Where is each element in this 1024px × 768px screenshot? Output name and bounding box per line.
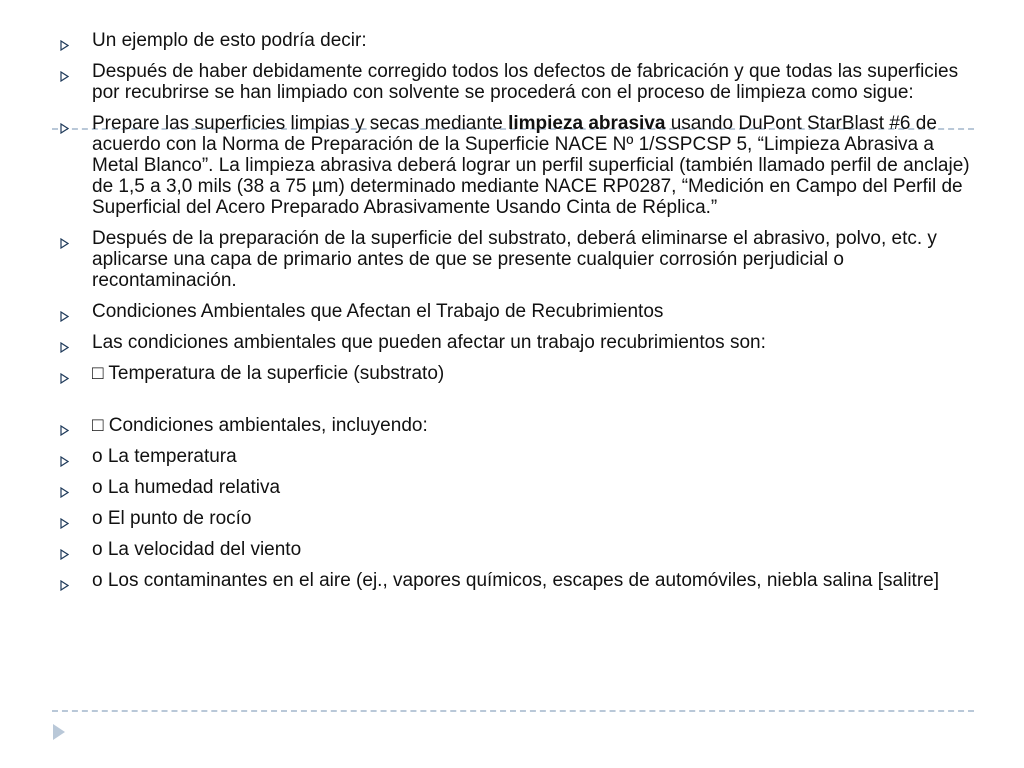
triangle-bullet-icon [60, 35, 69, 56]
bullet-text: o La humedad relativa [92, 477, 281, 498]
triangle-bullet-icon [60, 306, 69, 327]
triangle-bullet-icon [60, 233, 69, 254]
triangle-bullet-icon [60, 575, 69, 596]
triangle-bullet-icon [60, 368, 69, 389]
bullet-list [58, 30, 978, 601]
bullet-text-post: usando DuPont StarBlast #6 de acuerdo con la Norma de Preparación de la Superficie NACE Nº 1/SSPCSP 5, “Limpieza Abrasiva a Metal Blanco”. La limpieza abrasiva deberá lograr un perfil superficial (también llamado perfil de anclaje) de 1,5 a 3,0 mils (38 a 75 µm) determinado mediante NACE RP0287, “Medición en Campo del Perfil de Superficial del Acero Preparado Abrasivamente Usando Cinta de Réplica.” [92, 113, 970, 218]
list-item [58, 570, 978, 591]
bullet-text: Las condiciones ambientales que pueden afectar un trabajo recubrimientos son: [92, 332, 766, 353]
list-item [58, 61, 978, 103]
triangle-bullet-icon [60, 544, 69, 565]
triangle-bullet-icon [60, 513, 69, 534]
bullet-text: □ Condiciones ambientales, incluyendo: [92, 415, 428, 436]
list-item [58, 301, 978, 322]
bullet-text: o La velocidad del viento [92, 539, 302, 560]
list-item [58, 539, 978, 560]
triangle-bullet-icon [60, 337, 69, 358]
corner-triangle-icon [52, 723, 66, 746]
bullet-text: □ Temperatura de la superficie (substrato) [92, 363, 445, 384]
bullet-text: o La temperatura [92, 446, 237, 467]
bullet-text: Un ejemplo de esto podría decir: [92, 30, 367, 51]
list-item [58, 477, 978, 498]
bullet-text: Después de haber debidamente corregido todos los defectos de fabricación y que todas las superficies por recubrirse se han limpiado con solvente se procederá con el proceso de limpieza como sigue: [92, 61, 959, 103]
triangle-bullet-icon [60, 118, 69, 139]
bottom-dashed-divider [52, 710, 974, 712]
bullet-text: Condiciones Ambientales que Afectan el Trabajo de Recubrimientos [92, 301, 664, 322]
triangle-bullet-icon [60, 420, 69, 441]
list-item [58, 332, 978, 353]
triangle-bullet-icon [60, 482, 69, 503]
bullet-text: o Los contaminantes en el aire (ej., vapores químicos, escapes de automóviles, niebla salina [salitre] [92, 570, 940, 591]
list-item [58, 228, 978, 291]
triangle-bullet-icon [60, 66, 69, 87]
list-item [58, 446, 978, 467]
triangle-bullet-icon [60, 451, 69, 472]
list-item [58, 415, 978, 436]
bullet-text: Después de la preparación de la superficie del substrato, deberá eliminarse el abrasivo, polvo, etc. y aplicarse una capa de primario antes de que se presente cualquier corrosión perjudicial o recontaminación. [92, 228, 937, 291]
list-item [58, 30, 978, 51]
bold-term: limpieza abrasiva [508, 113, 666, 134]
list-item [58, 363, 978, 384]
list-item [58, 113, 978, 218]
list-item [58, 508, 978, 529]
bullet-text: o El punto de rocío [92, 508, 252, 529]
bullet-text-pre: Prepare las superficies limpias y secas mediante [92, 113, 509, 134]
